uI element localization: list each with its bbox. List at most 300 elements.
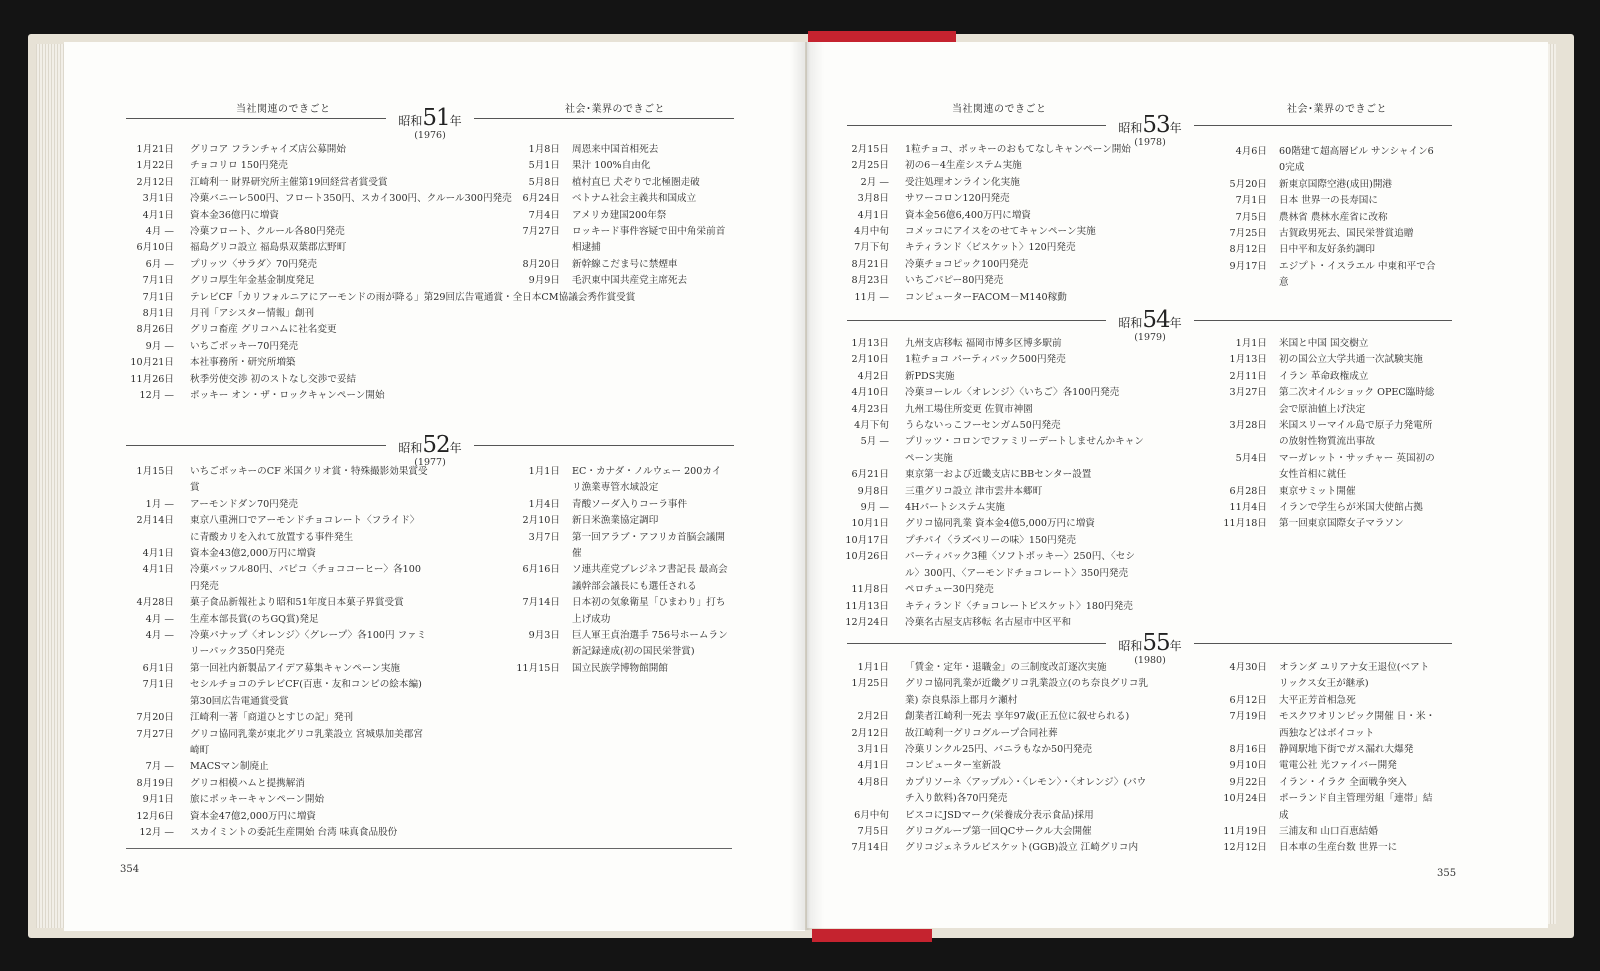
event-text: 植村直巳 犬ぞりで北極圏走破 [572,176,700,188]
event-date: 6月12日 [1229,694,1267,706]
event-date: 11月19日 [1223,826,1267,838]
society-events-s55 [1215,660,1437,857]
event-date: 11月13日 [845,600,889,612]
event-text: 九州工場住所変更 佐賀市神園 [905,403,1033,415]
event-text: スカイミントの委託生産開始 台湾 味真食品股份 [190,826,398,838]
year-rule-left [847,125,1106,126]
event-text: ペロチュー30円発売 [905,584,994,596]
event-date: 2月12日 [851,727,889,739]
company-events-s54 [837,336,1147,631]
event-text: ソ連共産党ブレジネフ書記長 最高会議幹部会議長にも選任される [572,564,728,592]
event-date: 1月1日 [1235,338,1267,349]
event-text: 日本初の気象衛星「ひまわり」打ち上げ成功 [572,597,726,625]
event-text: 菓子食品新報社より昭和51年度日本菓子界賞受賞 [190,597,404,609]
event-date: 11月8日 [851,584,889,596]
western-year: (1977) [414,457,446,468]
event-date: 4月30日 [1229,662,1267,673]
event-text: 60階建て超高層ビル サンシャイン60完成 [1279,146,1434,174]
left-page [64,42,805,931]
event-entry [122,175,434,191]
event-text: 資本金56億6,400万円に増資 [905,209,1032,221]
event-date: 3月27日 [1229,387,1267,399]
event-text: 冷菓名古屋支店移転 名古屋市中区平和 [905,616,1072,628]
event-date: 2月25日 [851,160,889,172]
event-date: 7月27日 [136,728,174,740]
era-name: 昭和 [1118,639,1143,653]
event-entry [122,809,428,825]
event-date: 5月 — [860,436,889,448]
event-text: ビスコにJSDマーク(栄養成分表示食品)採用 [905,809,1094,821]
event-text: グリコ協同乳業が東北グリコ乳業設立 宮城県加美郡宮崎町 [190,728,423,756]
year-number: 51 [422,105,450,131]
event-date: 7月1日 [142,291,174,303]
event-date: 1月 — [145,498,174,510]
event-date: 12月 — [139,826,174,838]
event-entry [837,352,1147,368]
event-date: 4月1日 [142,209,174,221]
event-text: 新幹線こだま号に禁煙車 [572,258,678,270]
event-entry [122,372,434,388]
event-entry [122,273,434,289]
event-entry [837,824,1153,840]
year-label [1100,114,1200,139]
event-text: 資本金43億2,000万円に増資 [190,548,317,560]
event-date: 6月21日 [851,469,889,481]
event-text: 古賀政男死去、国民栄誉賞追贈 [1279,228,1414,240]
event-text: うらないっこフーセンガム50円発売 [905,420,1061,432]
event-entry [122,776,428,792]
event-date: 11月 — [854,291,889,303]
year-suffix: 年 [449,441,462,455]
event-text: EC・カナダ・ノルウェー 200カイリ漁業専管水域設定 [572,466,722,494]
event-entry [1215,418,1437,451]
event-entry [837,726,1153,742]
event-date: 7月20日 [136,712,174,724]
event-entry [837,533,1147,549]
event-entry [837,660,1153,676]
event-date: 8月23日 [851,275,889,287]
event-entry [508,497,730,513]
event-date: 7月1日 [1235,195,1267,207]
event-text: テレビCF「カリフォルニアにアーモンドの雨が降る」第29回広告電通賞・全日本CM協議会秀作賞受賞 [190,291,636,303]
era-name: 昭和 [398,114,423,128]
year-label [380,107,480,132]
event-entry [837,676,1153,709]
event-date: 9月9日 [528,275,560,287]
event-text: グリコ相模ハムと提携解消 [190,777,305,789]
event-entry [122,388,434,404]
event-date: 8月20日 [522,258,560,270]
event-entry [837,775,1153,808]
event-text: オランダ ユリアナ女王退位(ベアトリックス女王が継承) [1279,662,1430,690]
event-text: いちごポッキー70円発売 [190,340,299,352]
event-text: アーモンドダン70円発売 [190,498,298,510]
year-rule-left [126,118,386,119]
event-entry [1215,451,1437,484]
event-date: 4月23日 [851,403,889,415]
event-text: 4Hパートシステム実施 [905,502,1005,514]
event-entry [122,240,434,256]
event-entry [1215,369,1437,385]
event-text: 冷菓パナップ〈オレンジ〉〈グレープ〉各100円 ファミリーパック350円発売 [190,630,427,658]
event-text: グリコ協同乳業が近畿グリコ乳業設立(のち奈良グリコ乳業) 奈良県添上郡月ケ瀬村 [905,678,1149,706]
event-text: 農林省 農林水産省に改称 [1279,211,1388,223]
event-date: 6月 — [145,258,174,270]
year-rule-left [847,643,1106,644]
event-date: 7月14日 [851,842,889,854]
event-date: 9月 — [860,502,889,514]
event-entry [837,257,1167,273]
event-entry [508,628,730,661]
event-date: 1月13日 [851,338,889,349]
event-text: 日本 世界一の長寿国に [1279,195,1378,207]
event-text: 冷菓フロート、クルール各80円発売 [190,226,345,238]
event-entry [122,562,428,595]
event-text: 日中平和友好条約調印 [1279,244,1375,256]
year-label [380,434,480,459]
event-entry [1215,385,1437,418]
event-text: ポーランド自主管理労組「連帯」結成 [1279,793,1433,821]
event-text: イラン・イラク 全面戦争突入 [1279,776,1407,788]
event-text: 冷菓パッフル80円、パピコ〈チョココーヒー〉各100円発売 [190,564,421,592]
event-text: いちごパピー80円発売 [905,275,1004,287]
event-date: 9月 — [145,340,174,352]
event-entry [1215,226,1437,242]
event-date: 4月1日 [857,760,889,772]
event-date: 4月8日 [857,776,889,788]
event-date: 11月26日 [130,373,174,385]
event-text: ロッキード事件容疑で田中角栄前首相逮捕 [572,226,726,254]
era-name: 昭和 [1118,316,1143,330]
event-text: 毛沢東中国共産党主席死去 [572,275,688,287]
event-text: 本社事務所・研究所増築 [190,357,296,369]
event-date: 2月10日 [851,354,889,366]
page-number-left: 354 [120,864,140,875]
event-date: 4月 — [145,613,174,625]
event-entry [837,549,1147,582]
event-text: グリコ厚生年金基金制度発足 [190,275,315,287]
right-page [807,42,1548,928]
western-year: (1979) [1134,332,1166,343]
event-entry [122,595,428,611]
event-text: 国立民族学博物館開館 [572,662,668,674]
event-entry [837,434,1147,467]
event-entry [122,513,428,546]
event-text: 果汁 100%自由化 [572,160,651,172]
event-text: 1粒チョコ、ポッキーのおもてなしキャンペーン開始 [905,144,1131,155]
event-date: 1月8日 [528,144,560,155]
event-date: 4月6日 [1235,146,1267,157]
event-text: パーティパック3種〈ソフトポッキー〉250円、〈セシル〉300円、〈アーモンドチョコレート〉350円発売 [905,551,1135,579]
event-date: 7月19日 [1229,711,1267,723]
event-entry [1215,660,1437,693]
event-entry [1215,693,1437,709]
event-date: 1月22日 [136,160,174,172]
year-rule-left [847,320,1106,321]
event-date: 2月11日 [1229,370,1267,382]
event-text: 周恩来中国首相死去 [572,144,659,155]
event-entry [122,661,428,677]
event-date: 12月6日 [136,810,174,822]
event-entry [837,418,1147,434]
event-date: 7月下旬 [854,242,889,254]
year-suffix: 年 [1169,316,1182,330]
event-text: 1粒チョコ パーティパック500円発売 [905,354,1066,366]
event-entry [122,158,434,174]
company-events-s55 [837,660,1153,857]
event-date: 1月4日 [528,498,560,510]
event-entry [122,191,512,207]
year-rule-right [1194,125,1452,126]
event-text: 資本金47億2,000万円に増資 [190,810,317,822]
event-entry [837,484,1147,500]
year-suffix: 年 [1169,639,1182,653]
event-entry [837,402,1147,418]
year-number: 53 [1142,112,1170,138]
event-date: 2月10日 [522,515,560,527]
event-date: 7月5日 [1235,211,1267,223]
bookmark-ribbon-bottom [812,929,932,942]
year-number: 52 [422,432,450,458]
society-events-s52 [508,464,730,677]
event-entry [122,290,636,306]
event-date: 1月15日 [136,466,174,477]
event-date: 8月19日 [136,777,174,789]
event-text: ポッキー オン・ザ・ロックキャンペーン開始 [190,390,385,402]
event-text: いちごポッキーのCF 米国クリオ賞・特殊撮影効果賞受賞 [190,466,428,494]
event-entry [508,273,726,289]
event-text: 日本車の生産台数 世界一に [1279,842,1398,854]
event-entry [837,336,1147,352]
event-date: 9月1日 [142,794,174,806]
event-text: 新PDS実施 [905,370,955,382]
year-rule-left [126,445,386,446]
event-text: カプリソーネ〈アップル〉・〈レモン〉・〈オレンジ〉(パウチ入り飲料)各70円発売 [905,776,1147,805]
event-entry [837,840,1153,856]
era-name: 昭和 [398,441,423,455]
society-column-header: 社会･業界のできごと [1287,104,1387,115]
event-date: 7月1日 [142,275,174,287]
event-date: 9月8日 [857,485,889,497]
event-entry [122,727,428,760]
event-text: モスクワオリンピック開催 日・米・西独などはボイコット [1279,711,1436,739]
event-text: 東京サミット開催 [1279,485,1356,497]
event-text: グリコグループ第一回QCサークル大会開催 [905,826,1092,838]
society-events-s51 [508,142,726,290]
event-entry [122,546,428,562]
event-date: 2月12日 [136,176,174,188]
event-date: 11月18日 [1223,518,1267,530]
event-entry [122,792,428,808]
event-text: プリッツ・コロンでファミリーデートしませんかキャンペーン実施 [905,436,1144,464]
event-text: 生産本部長賞(のちGQ賞)発足 [190,613,319,625]
page-number-right: 355 [1437,868,1457,879]
event-date: 2月2日 [857,711,889,723]
event-date: 3月1日 [142,193,174,205]
event-text: 旅にポッキーキャンペーン開始 [190,794,325,806]
year-suffix: 年 [1169,121,1182,135]
event-text: 九州支店移転 福岡市博多区博多駅前 [905,338,1062,349]
event-date: 7月 — [145,761,174,773]
event-date: 4月10日 [851,387,889,399]
event-entry [122,710,428,726]
event-date: 2月15日 [851,144,889,155]
event-text: 第一回アラブ・アフリカ首脳会議開催 [572,531,726,560]
event-text: MACSマン制廃止 [190,761,269,773]
event-entry [1215,210,1437,226]
event-date: 4月 — [145,226,174,238]
event-entry [837,467,1147,483]
event-text: エジプト・イスラエル 中東和平で合意 [1279,260,1436,289]
event-text: 第一回東京国際女子マラソン [1279,518,1404,530]
event-entry [122,355,434,371]
event-date: 10月1日 [851,518,889,530]
event-text: 三重グリコ設立 津市雲井本郷町 [905,485,1043,497]
company-events-s52 [122,464,428,841]
event-text: 新東京国際空港(成田)開港 [1279,178,1393,190]
event-date: 4月中旬 [854,226,889,238]
event-date: 2月 — [860,176,889,188]
event-date: 7月27日 [522,226,560,238]
event-date: 4月 — [145,630,174,642]
event-date: 7月25日 [1229,228,1267,240]
event-entry [122,224,434,240]
event-entry [1215,742,1437,758]
event-date: 6月1日 [142,662,174,674]
event-text: 初の国公立大学共通一次試験実施 [1279,354,1423,366]
event-date: 11月4日 [1229,502,1267,514]
event-date: 10月24日 [1223,793,1267,805]
event-text: 巨人軍王貞治選手 756号ホームラン新記録達成(初の国民栄誉賞) [572,630,728,658]
event-text: イランで学生らが米国大使館占拠 [1279,502,1423,514]
event-entry [837,142,1167,158]
event-entry [837,615,1147,631]
event-entry [837,808,1153,824]
event-entry [837,709,1153,725]
event-date: 6月24日 [522,193,560,205]
event-entry [837,742,1153,758]
event-text: 月刊「アシスター情報」創刊 [190,308,315,320]
event-entry [1215,775,1437,791]
event-entry [837,290,1167,306]
event-date: 1月21日 [136,144,174,155]
event-entry [508,513,730,529]
year-rule-right [1194,643,1452,644]
event-text: グリコア フランチャイズ店公募開始 [190,144,346,155]
event-entry [1215,758,1437,774]
event-entry [122,759,428,775]
event-text: 初の6－4生産システム実施 [905,160,1022,172]
event-date: 4月下旬 [854,420,889,432]
event-date: 9月10日 [1229,760,1267,772]
event-date: 3月8日 [857,193,889,205]
event-entry [508,257,726,273]
event-entry [508,175,726,191]
event-entry [1215,144,1437,177]
event-date: 5月1日 [528,160,560,172]
event-date: 1月1日 [857,662,889,673]
event-text: プリッツ〈サラダ〉70円発売 [190,258,317,270]
event-date: 5月8日 [528,176,560,188]
event-entry [122,825,428,841]
event-text: 青酸ソーダ入りコーラ事件 [572,498,688,510]
event-date: 1月13日 [1229,354,1267,366]
bottom-rule [126,848,732,849]
event-text: 創業者江崎利一死去 享年97歳(正五位に叙せられる) [905,711,1130,723]
event-date: 8月16日 [1229,744,1267,756]
event-text: 冷菓ヨーレル〈オレンジ〉〈いちご〉各100円発売 [905,387,1120,399]
event-entry [122,322,434,338]
event-date: 3月1日 [857,744,889,756]
event-entry [837,175,1167,191]
event-entry [508,661,730,677]
event-entry [508,464,730,497]
event-text: グリコジェネラルビスケット(GGB)設立 江崎グリコ内 [905,842,1139,854]
event-text: アメリカ建国200年祭 [572,209,667,221]
event-date: 5月4日 [1235,452,1267,464]
event-entry [1215,336,1437,352]
event-text: コンピューター室新設 [905,760,1001,772]
event-entry [1215,242,1437,258]
event-date: 6月中旬 [854,809,889,821]
event-entry [837,385,1147,401]
event-date: 6月16日 [522,564,560,576]
event-text: 米国と中国 国交樹立 [1279,338,1369,349]
western-year: (1978) [1134,137,1166,148]
western-year: (1980) [1134,655,1166,666]
event-entry [122,257,434,273]
event-entry [1215,840,1437,856]
event-entry [837,500,1147,516]
event-text: マーガレット・サッチャー 英国初の女性首相に就任 [1279,452,1435,481]
event-date: 4月28日 [136,597,174,609]
event-entry [508,158,726,174]
event-date: 10月26日 [845,551,889,563]
company-events-s53 [837,142,1167,306]
event-entry [837,599,1147,615]
event-entry [1215,791,1437,824]
event-date: 12月12日 [1223,842,1267,854]
event-date: 4月1日 [142,564,174,576]
event-entry [508,562,730,595]
event-entry [837,224,1167,240]
event-entry [122,339,434,355]
year-rule-right [474,445,734,446]
event-date: 9月22日 [1229,776,1267,788]
event-text: 江崎利一 財界研究所主催第19回経営者賞受賞 [190,176,388,188]
event-date: 10月21日 [130,357,174,369]
event-entry [508,208,726,224]
event-text: ベトナム社会主義共和国成立 [572,193,697,205]
event-entry [837,582,1147,598]
event-text: グリコ畜産 グリコハムに社名変更 [190,324,337,336]
event-text: サワーコロン120円発売 [905,193,1010,205]
event-date: 3月28日 [1229,420,1267,432]
event-date: 1月25日 [851,678,889,690]
event-text: チョコリロ 150円発売 [190,160,288,172]
year-label [1100,309,1200,334]
event-date: 8月1日 [142,308,174,320]
event-entry [122,464,428,497]
event-date: 7月5日 [857,826,889,838]
event-date: 12月24日 [845,616,889,628]
event-text: セシルチョコのテレビCF(百恵・友和コンビの絵本編)第30回広告電通賞受賞 [190,679,422,707]
event-entry [837,516,1147,532]
event-text: 資本金36億円に増資 [190,209,279,221]
event-date: 6月28日 [1229,485,1267,497]
company-column-header: 当社関連のできごと [952,104,1047,115]
event-date: 6月10日 [136,242,174,254]
